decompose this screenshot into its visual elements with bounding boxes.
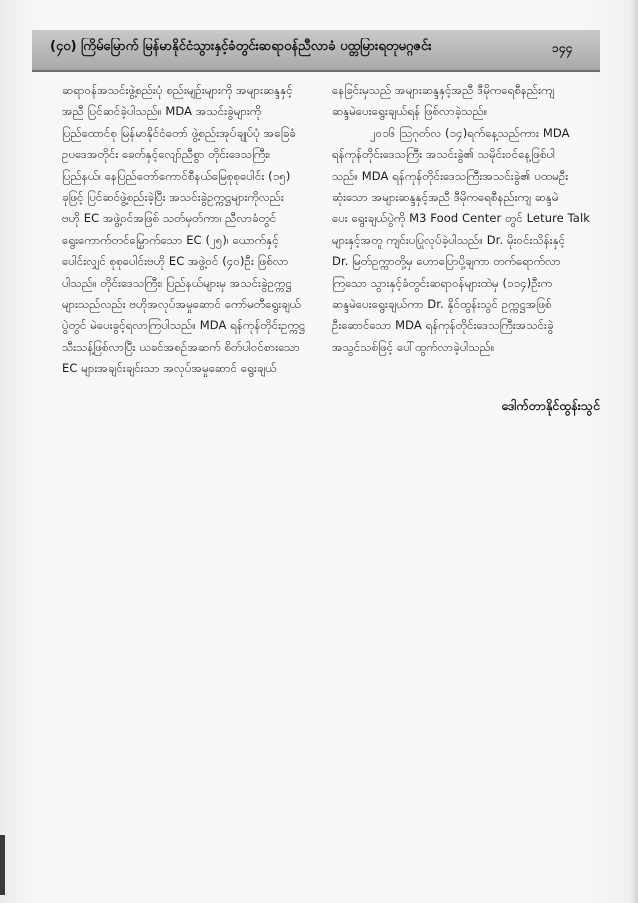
text-line: ဥပဒေအတိုင်း ခေတ်နှင့်လျော်ညီစွာ တိုင်းဒေသကြီး၊ bbox=[62, 147, 271, 162]
text-line: ဗဟို EC အဖွဲ့ဝင်အဖြစ် သတ်မှတ်ကာ၊ ညီလာခံတွင် bbox=[62, 211, 277, 226]
text-line: ပွဲတွင် မဲပေးခွင့်ရလာကြပါသည်။ MDA ရန်ကုန်တိုင်းဥက္ကဋ္ဌ bbox=[62, 318, 306, 333]
text-line: ရန်ကုန်တိုင်းဒေသကြီး အသင်းခွဲ၏ သမိုင်းဝင်နေ့ဖြစ်ပါ bbox=[332, 147, 556, 162]
text-line: ဦးဆောင်သော MDA ရန်ကုန်တိုင်းဒေသကြီးအသင်းခွဲ bbox=[332, 318, 554, 333]
text-line: ပေါင်းလျှင် စုစုပေါင်းဗဟို EC အဖွဲ့ဝင် (၄၀)ဦး ဖြစ်လာ bbox=[62, 254, 289, 269]
text-line: များနှင့်အတူ ကျင်းပပြုလုပ်ခဲ့ပါသည်။ Dr. မိုးဝင်းသိန်းနှင့် bbox=[332, 232, 566, 247]
text-line: အညီ ပြင်ဆင်ခဲ့ပါသည်။ MDA အသင်းခွဲများကို bbox=[62, 104, 262, 119]
text-line: ဆန္ဒမဲပေးရွေးချယ်ရန် ဖြစ်လာခဲ့သည်။ bbox=[332, 104, 488, 119]
page-edge-shadow bbox=[630, 0, 638, 903]
text-line: EC များအချင်းချင်းသာ အလုပ်အမှုဆောင် ရွေးချယ် bbox=[62, 361, 277, 376]
text-line: Dr. မြတ်ဥက္ကာတို့မှ ဟောပြောပို့ချကာ တက်ရောက်လာ bbox=[332, 254, 561, 269]
text-line: ခုဖြင့် ပြင်ဆင်ဖွဲ့စည်းခဲ့ပြီး အသင်းခွဲဥက္ကဋ္ဌများကိုလည်း bbox=[62, 189, 284, 204]
text-line: ဆရာဝန်အသင်းဖွဲ့စည်းပုံ စည်းမျဉ်းများကို အများဆန္ဒနှင့် bbox=[62, 83, 293, 97]
author-signature: ဒေါက်တာနိုင်ထွန်းသွင် bbox=[501, 398, 600, 413]
text-line: များသည်လည်း ဗဟိုအလုပ်အမှုဆောင် ကော်မတီရွေးချယ် bbox=[62, 296, 301, 311]
text-line: ပြည်ထောင်စု မြန်မာနိုင်ငံတော် ဖွဲ့စည်းအုပ်ချုပ်ပုံ အခြေခံ bbox=[62, 125, 296, 140]
text-line: အသွင်သစ်ဖြင့် ပေါ်ထွက်လာခဲ့ပါသည်။ bbox=[332, 339, 495, 354]
text-line: ဆန္ဒမဲပေးရွေးချယ်ကာ Dr. နိုင်ထွန်းသွင် ဥက္ကဋ္ဌအဖြစ် bbox=[332, 296, 552, 311]
scan-edge-mark bbox=[0, 835, 5, 895]
text-line: ပေး ရွေးချယ်ပွဲကို M3 Food Center တွင် Leture Talk bbox=[332, 211, 591, 226]
text-line: ရွေးကောက်တင်မြှောက်သော EC (၂၅)၊ ယောက်နှင့် bbox=[62, 232, 279, 247]
text-line: ပြည်နယ်၊ နေပြည်တော်ကောင်စီနယ်မြေစုစုပေါင်း (၁၅) bbox=[62, 168, 291, 183]
page-number: ၁၄၄ bbox=[552, 41, 573, 55]
right-text-column bbox=[332, 80, 596, 358]
text-line: သည်။ MDA ရန်ကုန်တိုင်းဒေသကြီးအသင်းခွဲ၏ ပထမဦး bbox=[332, 168, 569, 183]
paragraph-start-line: ၂၀၁၆ ဩဂုတ်လ (၁၄)ရက်နေ့သည်ကား MDA bbox=[370, 125, 570, 140]
left-text-column bbox=[62, 80, 318, 379]
text-line: ကြသော သွားနှင့်ခံတွင်းဆရာဝန်များထဲမှ (၁၁၄)ဦးက bbox=[332, 275, 553, 290]
text-line: သီးသန့်ဖြစ်လာပြီး ယခင်အစဉ်အဆက် စိတ်ပါဝင်စားသော bbox=[62, 339, 300, 354]
running-header-title: (၄၀) ကြိမ်မြောက် မြန်မာနိုင်ငံသွားနှင့်ခံတွင်းဆရာဝန်ညီလာခံ ပထ္တမြားရတုမဂ္ဂဇင်း bbox=[50, 39, 432, 54]
text-line: နေခြင်းမှသည် အများဆန္ဒနှင့်အညီ ဒီမိုကရေစီနည်းကျ bbox=[332, 83, 555, 97]
text-line: ပါသည်။ တိုင်းဒေသကြီး၊ ပြည်နယ်များမှ အသင်းခွဲဥက္ကဋ္ဌ bbox=[62, 275, 292, 290]
text-line: ဆုံးသော အများဆန္ဒနှင့်အညီ ဒီမိုကရေစီနည်းကျ ဆန္ဒမဲ bbox=[332, 189, 559, 204]
